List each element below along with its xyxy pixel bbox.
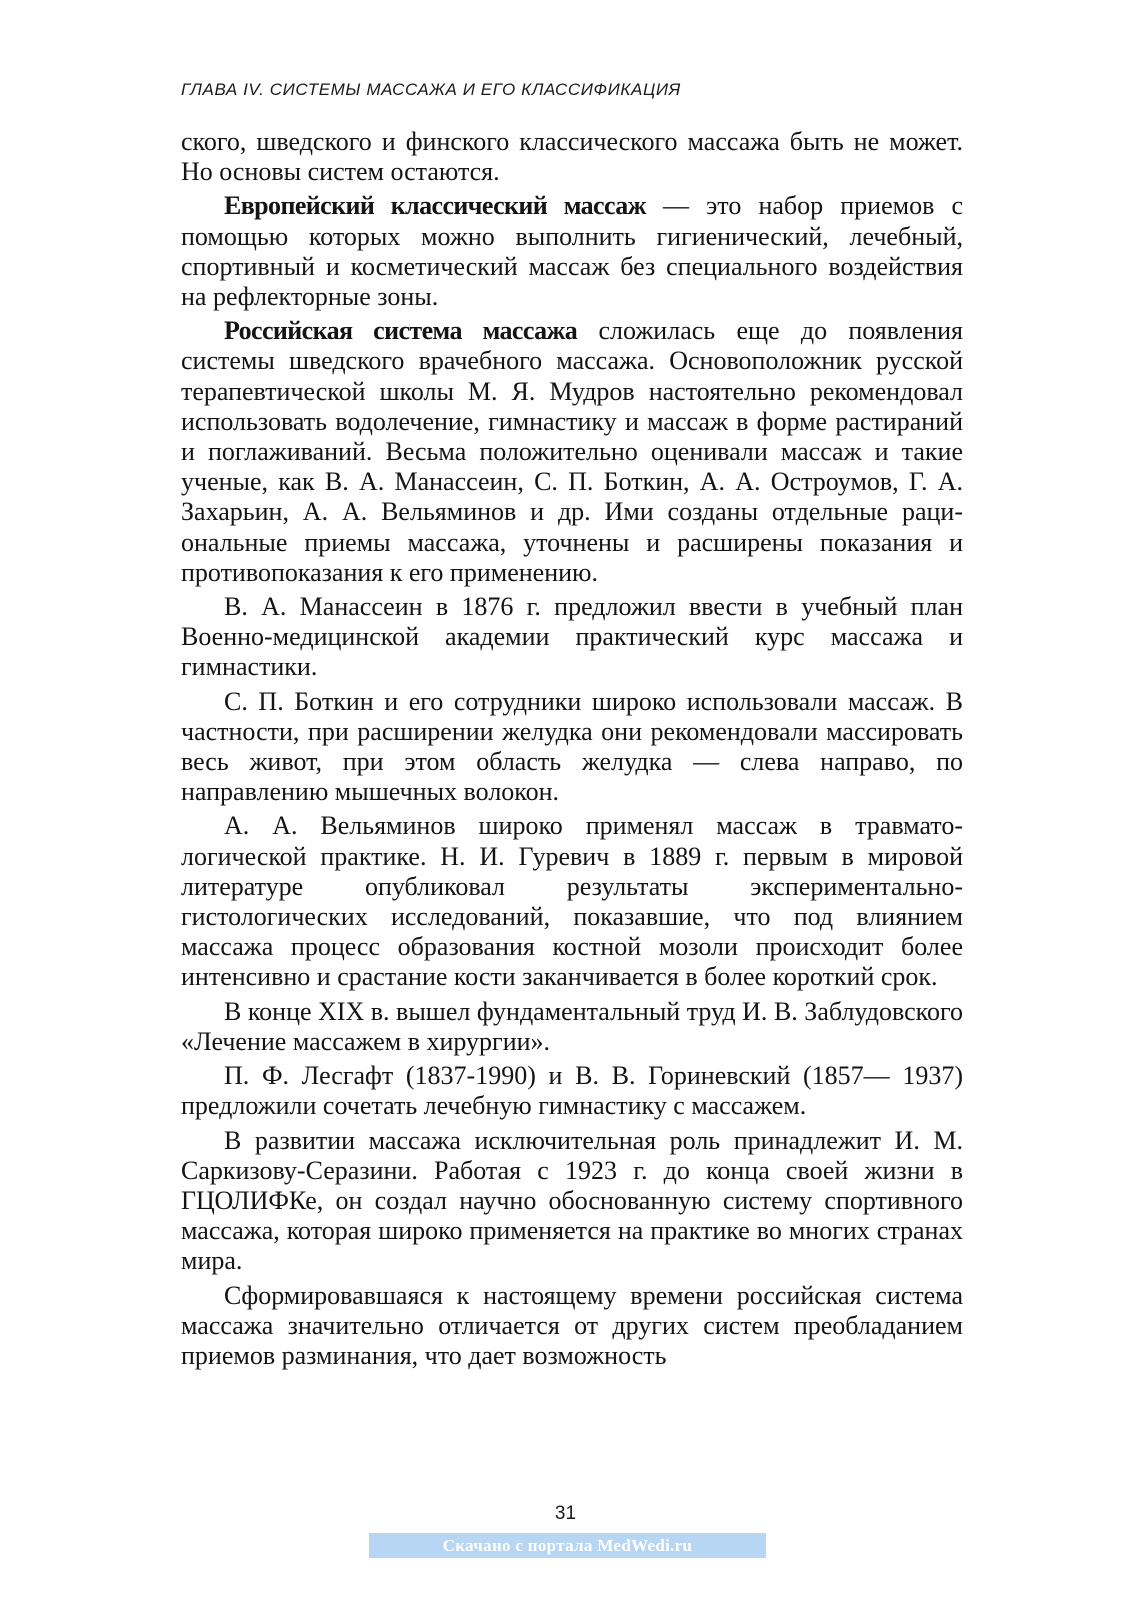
term-russian-system: Российская система массажа	[224, 316, 578, 346]
paragraph-russian-system	[181, 316, 963, 588]
paragraph-manassein: В. А. Манассеин в 1876 г. предложил ввести в учебный план Военно-медицинской академии практический курс массажа и гимнастики.	[181, 592, 963, 682]
page-number: 31	[554, 1503, 577, 1524]
download-watermark: Скачано с портала MedWedi.ru	[369, 1533, 766, 1558]
paragraph-zabludovsky: В конце XIX в. вышел фундаментальный труд И. В. Заблудовского «Лечение массажем в хирургии».	[181, 996, 963, 1056]
paragraph-european-massage	[181, 191, 963, 312]
paragraph-sarkizov: В развитии массажа исключительная роль принадлежит И. М. Саркизову-Серазини. Работая с 1923 г. до конца своей жизни в ГЦОЛИФКе, он создал научно обоснованную систему спортивного массажа, которая широко применяется на практике во многих странах мира.	[181, 1125, 963, 1276]
paragraph-velyaminov: А. А. Вельяминов широко применял массаж в травматологической практике. Н. И. Гуревич в 1889 г. первым в мировой литературе опубликовал результаты экспериментально-гистологических исследований, показавшие, что под влиянием массажа процесс образования костной мозоли происходит более интенсивно и срастание кости заканчивается в более короткий срок.	[181, 811, 963, 992]
paragraph-text: сложилась еще до появления системы шведского врачебного массажа. Основоположник русской терапевтической школы М. Я. Мудров настоятельно рекомендовал использовать водолечение, гимнастику и массаж в форме растираний и поглаживаний. Весьма положительно оценивали массаж и такие ученые, как В. А. Манассеин, С. П. Боткин, А. А. Остроумов, Г. А. Захарьин, А. А. Вельяминов и др. Ими созданы отдельные рациональные приемы массажа, уточнены и расширены показания и противопоказания к его применению.	[181, 316, 963, 587]
paragraph-lesgaft: П. Ф. Лесгафт (1837-1990) и В. В. Гориневский (1857— 1937) предложили сочетать лечебную гимнастику с массажем.	[181, 1061, 963, 1121]
paragraph-continuation: ского, шведского и финского классического массажа быть не может. Но основы систем остаются.	[181, 127, 963, 187]
body-text	[181, 127, 963, 1371]
paragraph-modern-system: Сформировавшаяся к настоящему времени российская система массажа значительно отличается от других систем преобладанием приемов разминания, что дает возможность	[181, 1280, 963, 1370]
paragraph-botkin: С. П. Боткин и его сотрудники широко использовали массаж. В частности, при расширении желудка они рекомендовали массировать весь живот, при этом область желудка — слева направо, по направлению мышечных волокон.	[181, 686, 963, 807]
term-european-massage: Европейский классический массаж	[224, 191, 646, 221]
paragraph-text: — это набор приемов с помощью которых можно выполнить гигиенический, лечебный, спортивный и косметический массаж без специального воздействия на рефлекторные зоны.	[181, 191, 964, 312]
running-header: ГЛАВА IV. СИСТЕМЫ МАССАЖА И ЕГО КЛАССИФИКАЦИЯ	[181, 80, 681, 99]
